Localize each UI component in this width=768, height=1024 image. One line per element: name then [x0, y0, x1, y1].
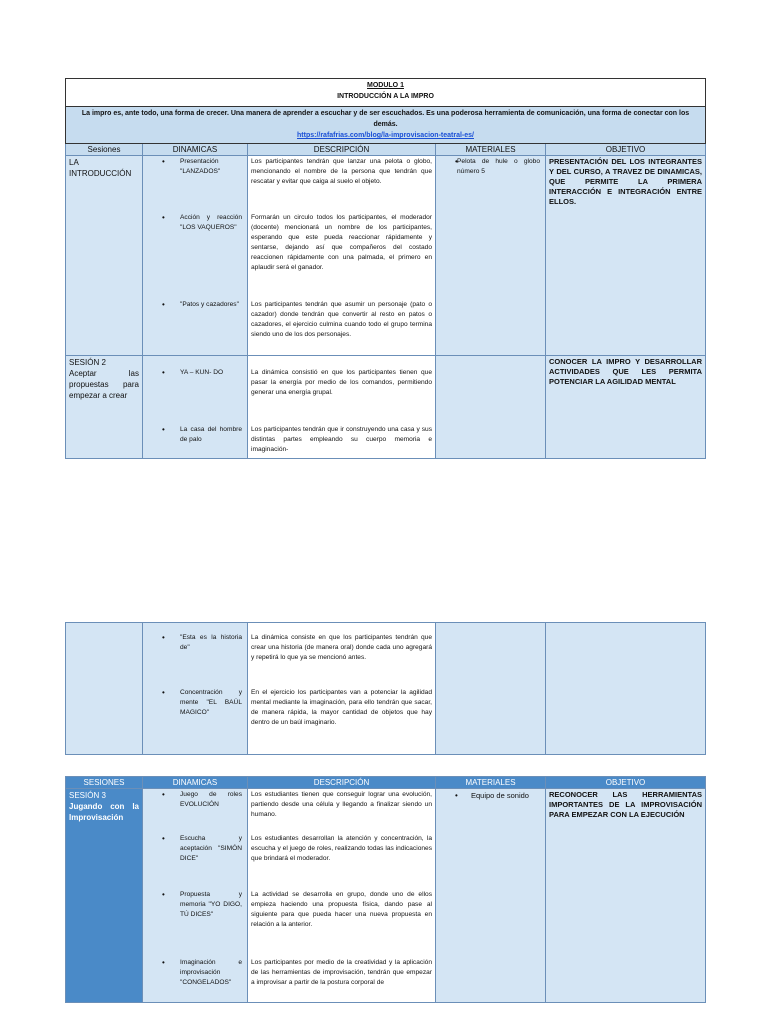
header-objetivo: OBJETIVO [546, 144, 706, 156]
dynamic-item: • Juego de roles EVOLUCIÓN [146, 790, 244, 834]
session-1-name: LA INTRODUCCIÓN [69, 158, 132, 178]
session-1-dynamics [143, 156, 248, 356]
session-3-objective [546, 789, 706, 1003]
session-2-dynamics [143, 356, 248, 459]
session-2-label: SESIÓN 2 [69, 358, 106, 367]
session-2-materials [436, 356, 546, 459]
session-2-objective [546, 356, 706, 459]
session-2-continued-materials [436, 623, 546, 755]
module-title: MODULO 1 [367, 82, 404, 89]
objective-text: RECONOCER LAS HERRAMIENTAS IMPORTANTES DE LA IMPROVISACIÓN PARA EMPEZAR CON LA EJECUCIÓN [549, 790, 702, 819]
description-text: Formarán un circulo todos los participantes, el moderador (docente) mencionará un nombre de los participantes, esperando que este pueda reaccionar rápidamente y sentarse, dejando así que compañeros del costado reaccionen rápidamente con una palmada, el primero en aplaudir será el ganador. [251, 214, 432, 271]
session-2-continued-dynamics [143, 623, 248, 755]
description-text: Los estudiantes tienen que conseguir lograr una evolución, partiendo desde una célula y llegando a finalizar siendo un humano. [251, 791, 432, 818]
module-link[interactable]: https://rafafrias.com/blog/la-improvisacion-teatral-es/ [297, 132, 474, 139]
header-dinamicas: DINAMICAS [143, 144, 248, 156]
session-3-label: SESIÓN 3 [69, 791, 106, 800]
description-text: Los participantes por medio de la creatividad y la aplicación de las herramientas de improvisación, tendrán que empezar a improvisar a partir de la postura corporal de [251, 959, 432, 986]
description-text: La dinámica consistió en que los participantes tienen que pasar la energía por medio de los comandos, permitiendo generar una energía grupal. [251, 369, 432, 396]
header2-materiales: MATERIALES [436, 777, 546, 789]
session-3-table [65, 776, 706, 1003]
module-subtitle: INTRODUCCIÓN A LA IMPRO [337, 93, 434, 100]
header2-sesiones: SESIONES [66, 777, 143, 789]
dynamic-item: • "Esta es la historia de" [146, 633, 244, 688]
header-materiales: MATERIALES [436, 144, 546, 156]
module-intro-cell [66, 107, 706, 144]
header-sesiones: Sesiones [66, 144, 143, 156]
dynamic-item: • Presentación "LANZADOS" [146, 157, 244, 213]
session-2-continued-descriptions [248, 623, 436, 755]
description-text: Los estudiantes desarrollan la atención y concentración, la escucha y el juego de roles, realizando todas las indicaciones que brindará el moderador. [251, 835, 432, 862]
description-text: Los participantes tendrán que ir construyendo una casa y sus distintas partes empleando su cuerpo memoria e imaginación- [251, 426, 432, 453]
objective-text: CONOCER LA IMPRO Y DESARROLLAR ACTIVIDADES QUE LES PERMITA POTENCIAR LA AGILIDAD MENTAL [549, 357, 702, 386]
description-text: En el ejercicio los participantes van a potenciar la agilidad mental mediante la imaginación, para ello tendrán que sacar, de manera rápida, la mayor cantidad de objetos que hay dentro de un baúl imaginario. [251, 689, 432, 726]
session-3-name: Jugando con la Improvisación [69, 802, 139, 822]
module-table [65, 78, 706, 459]
session-1-descriptions [248, 156, 436, 356]
dynamic-item: • Propuesta y memoria "YO DIGO, TÚ DICES" [146, 890, 244, 958]
session-3-cell [66, 789, 143, 1003]
module-title-cell [66, 79, 706, 107]
session-2-name: Aceptar las propuestas para empezar a crear [69, 369, 139, 400]
session-2-cell [66, 356, 143, 459]
dynamic-item: • Acción y reacción "LOS VAQUEROS" [146, 213, 244, 300]
session-1-materials [436, 156, 546, 356]
dynamic-item: • Escucha y aceptación "SIMÓN DICE" [146, 834, 244, 890]
material-item: • Pelota de hule o globo número 5 [439, 157, 542, 177]
dynamic-item: • "Patos y cazadores" [146, 300, 244, 310]
material-item: • Equipo de sonido [439, 790, 542, 801]
description-text: Los participantes tendrán que lanzar una pelota o globo, mencionando el nombre de la persona que tendrán que rescatar y evitar que caiga al suelo el objeto. [251, 158, 432, 185]
dynamic-item: • La casa del hombre de palo [146, 425, 244, 445]
continuation-table [65, 622, 706, 755]
session-3-materials [436, 789, 546, 1003]
session-2-descriptions [248, 356, 436, 459]
module-intro: La impro es, ante todo, una forma de crecer. Una manera de aprender a escuchar y de ser escuchados. Es una poderosa herramienta de comunicación, una forma de conectar con los demás. [81, 110, 690, 128]
session-2-continued-objective [546, 623, 706, 755]
header-descripcion: DESCRIPCIÓN [248, 144, 436, 156]
description-text: La actividad se desarrolla en grupo, donde uno de ellos empieza haciendo una propuesta física, dando pase al siguiente para que pueda hacer una nueva propuesta en relación a la anterior. [251, 891, 432, 928]
dynamic-item: • YA – KUN- DO [146, 368, 244, 425]
session-1-objective [546, 156, 706, 356]
objective-text: PRESENTACIÓN DEL LOS INTEGRANTES Y DEL CURSO, A TRAVEZ DE DINAMICAS, QUE PERMITE LA PRIMERA INTERACCIÓN E INTEGRACIÓN ENTRE ELLOS. [549, 157, 702, 206]
session-3-descriptions [248, 789, 436, 1003]
header2-descripcion: DESCRIPCIÓN [248, 777, 436, 789]
session-2-continued-cell [66, 623, 143, 755]
session-1-cell [66, 156, 143, 356]
description-text: La dinámica consiste en que los participantes tendrán que crear una historia (de manera oral) donde cada uno agregará y repetirá lo que ya se mencionó antes. [251, 634, 432, 661]
dynamic-item: • Imaginación e improvisación "CONGELADOS" [146, 958, 244, 988]
header2-objetivo: OBJETIVO [546, 777, 706, 789]
description-text: Los participantes tendrán que asumir un personaje (pato o cazador) donde tendrán que convertir al resto en patos o cazadores, el ejercicio culmina cuando todo el grupo termina siendo uno de los dos personajes. [251, 301, 432, 338]
session-3-dynamics [143, 789, 248, 1003]
header2-dinamicas: DINAMICAS [143, 777, 248, 789]
dynamic-item: • Concentración y mente "EL BAÚL MAGICO" [146, 688, 244, 718]
